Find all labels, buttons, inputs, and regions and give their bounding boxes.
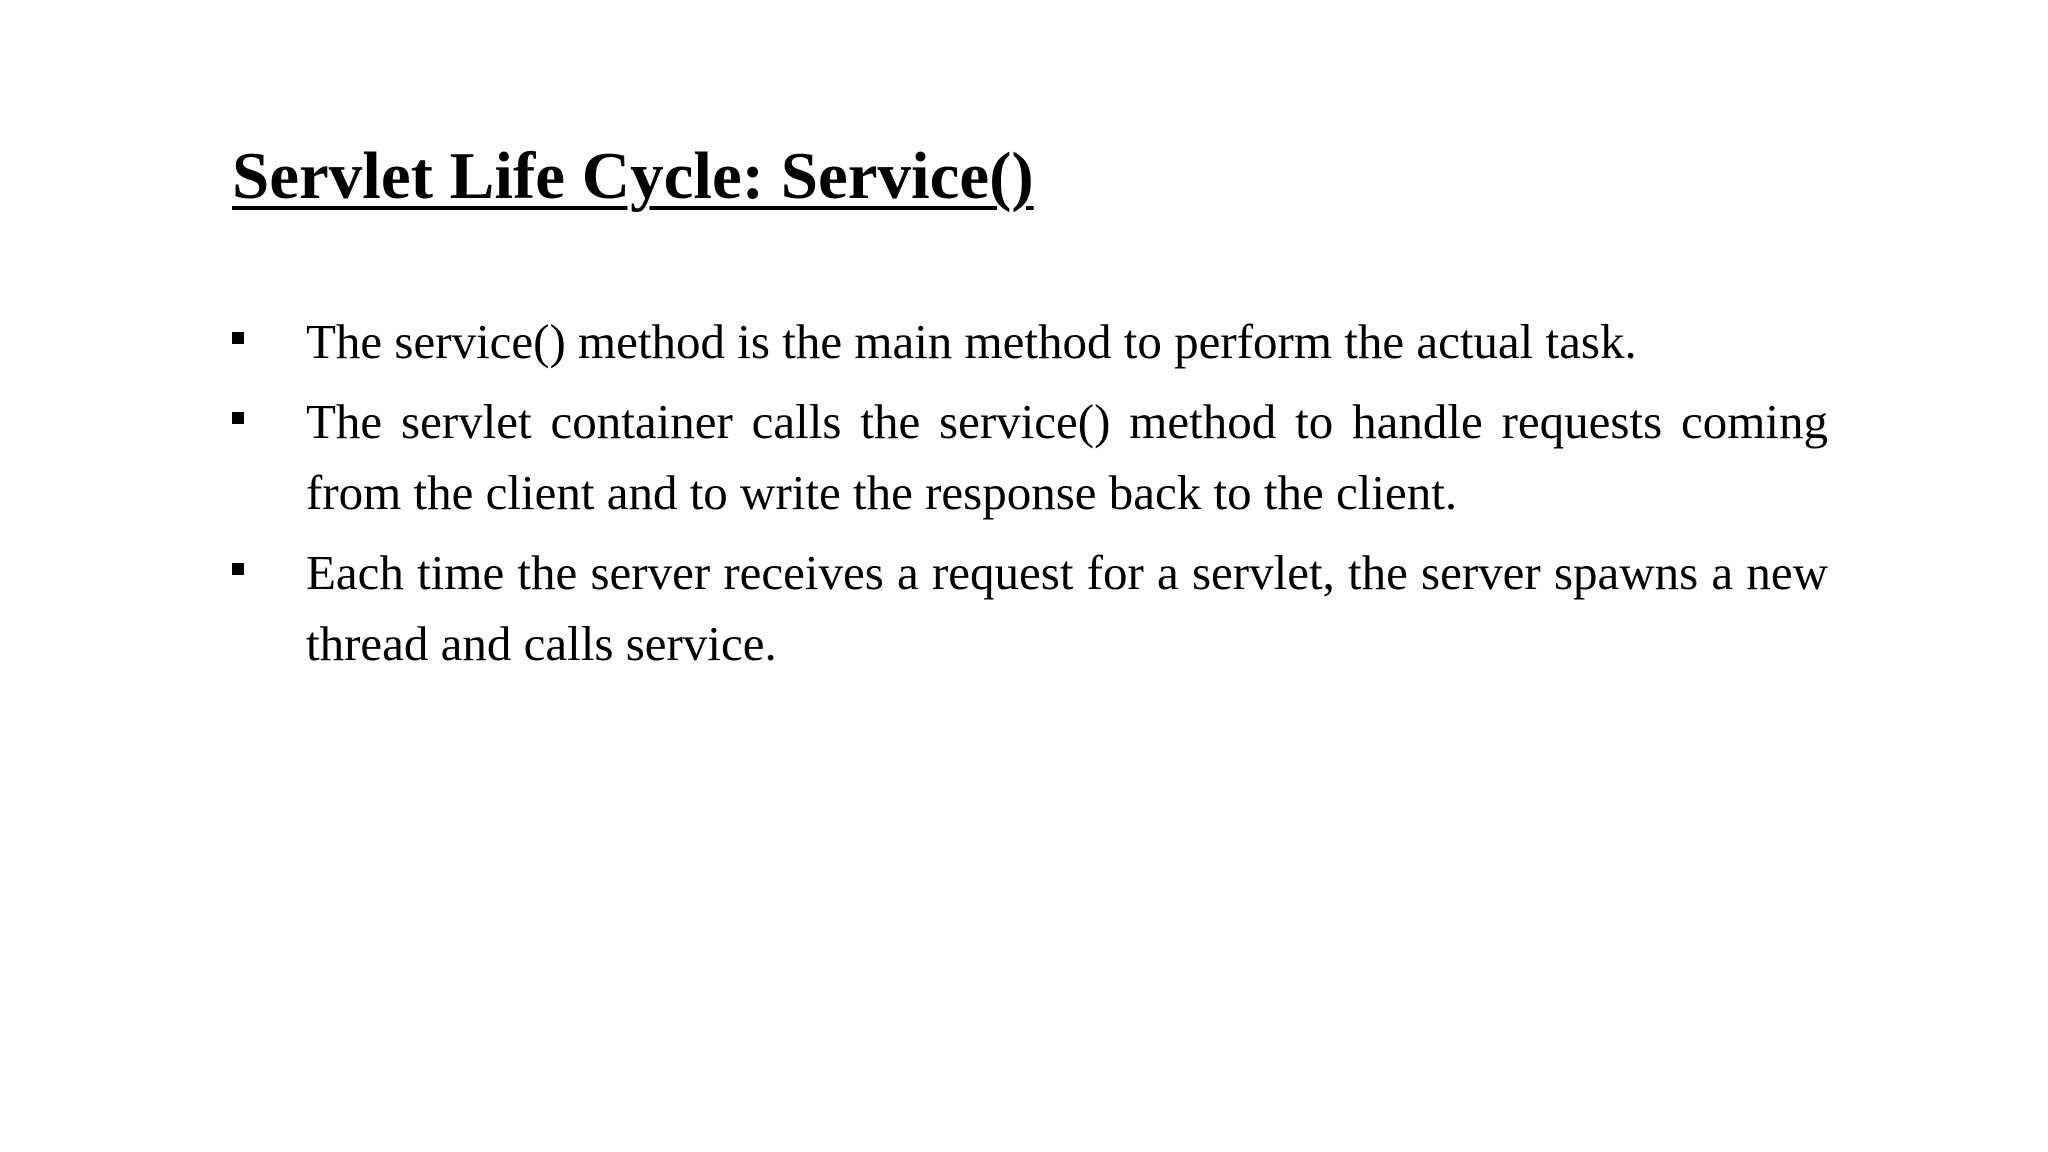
bullet-text: The servlet container calls the service() method to handle requests coming from the client and to write the response back to the client. <box>306 394 1828 520</box>
bullet-text: Each time the server receives a request for a servlet, the server spawns a new thread and calls service. <box>306 545 1828 671</box>
bullet-text: The service() method is the main method to perform the actual task. <box>306 314 1637 369</box>
bullet-item <box>232 537 1828 679</box>
slide-title: Servlet Life Cycle: Service() <box>232 139 1034 213</box>
bullet-item <box>232 386 1828 528</box>
square-bullet-icon <box>232 332 244 344</box>
bullet-list <box>232 306 1828 688</box>
bullet-item <box>232 306 1828 377</box>
square-bullet-icon <box>232 412 244 424</box>
square-bullet-icon <box>232 563 244 575</box>
